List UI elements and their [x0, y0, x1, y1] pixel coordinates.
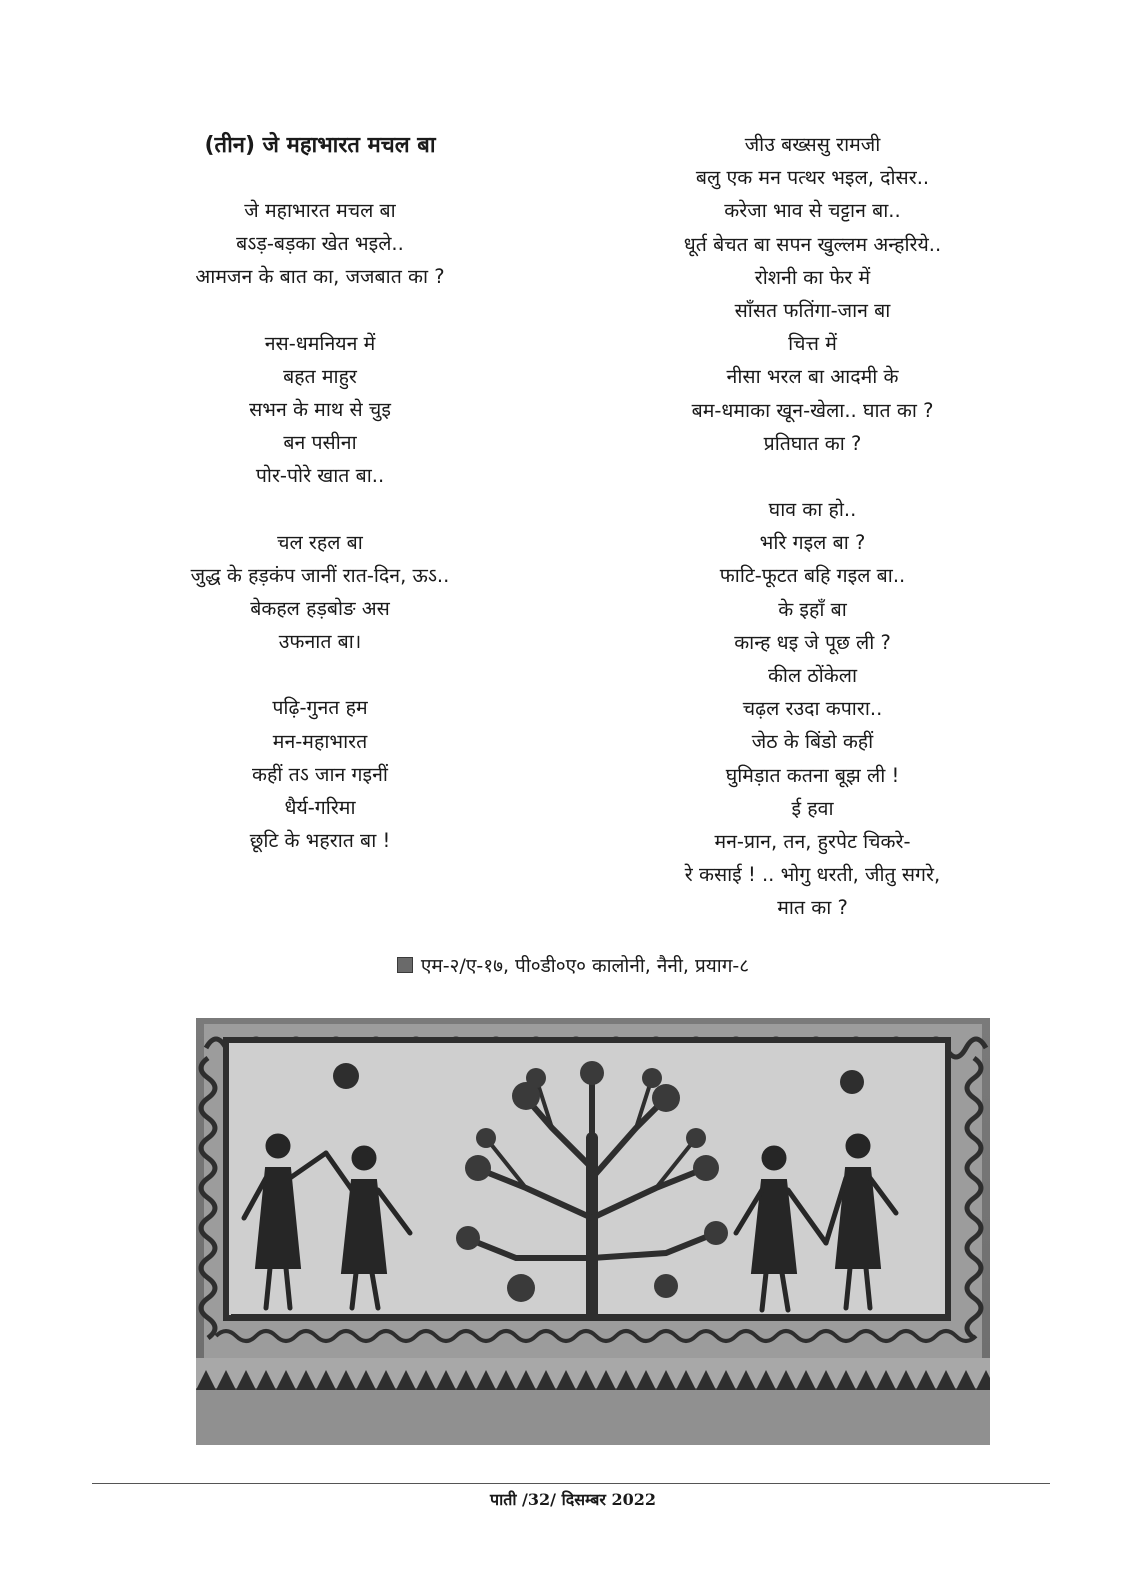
stanza	[640, 128, 985, 460]
poem-line: रोशनी का फेर में	[754, 265, 871, 289]
page-footer: पाती /32/ दिसम्बर 2022	[489, 1490, 657, 1509]
poem-line: छूटि के भहरात बा !	[249, 829, 391, 853]
poem-line: बन पसीना	[283, 431, 357, 455]
poem-line: धूर्त बेचत बा सपन खुल्लम अन्हरिये..	[683, 232, 942, 256]
poem-line: ई हवा	[791, 796, 834, 820]
footer-rule	[92, 1483, 1050, 1484]
poem-line: जेठ के बिंडो कहीं	[751, 730, 874, 754]
poem-line: कान्ह धइ जे पूछ ली ?	[734, 630, 891, 654]
left-stanzas	[150, 194, 490, 857]
stanza	[150, 194, 490, 294]
poem-line: बहत माहुर	[283, 364, 357, 388]
poem-line: जुद्ध के हड़कंप जानीं रात-दिन, ऊऽ..	[190, 563, 450, 587]
right-stanzas	[640, 128, 985, 925]
poem-line: साँसत फतिंगा-जान बा	[734, 299, 891, 323]
stanza-gap	[640, 460, 985, 493]
poem-line: धैर्य-गरिमा	[284, 796, 356, 820]
address-text: एम-२/ए-१७, पी०डी०ए० कालोनी, नैनी, प्रयाग-८	[420, 955, 750, 977]
stanza	[150, 327, 490, 493]
poem-line: कील ठोंकेला	[767, 664, 858, 688]
poem-line: बलु एक मन पत्थर भइल, दोसर..	[695, 166, 930, 190]
poem-line: के इहाँ बा	[778, 597, 847, 621]
stanza-gap	[150, 294, 490, 327]
poem-line: नीसा भरल बा आदमी के	[726, 365, 899, 389]
poem-line: जीउ बख्ससु रामजी	[744, 133, 881, 156]
poem-line: मन-महाभारत	[272, 729, 368, 753]
stanza-gap	[150, 493, 490, 526]
poem-line: करेजा भाव से चट्टान बा..	[724, 199, 901, 223]
poem-line: जे महाभारत मचल बा	[244, 199, 396, 222]
poem-line: चल रहल बा	[277, 530, 363, 554]
poem-line: बेकहल हड़बोङ अस	[250, 597, 390, 621]
poem-line: पढ़ि-गुनत हम	[272, 696, 368, 720]
poem-line: सभन के माथ से चुइ	[249, 398, 391, 422]
poem-line: उफनात बा।	[278, 630, 362, 654]
poem-title: (तीन) जे महाभारत मचल बा	[204, 133, 436, 158]
poem-line: भरि गइल बा ?	[759, 531, 866, 555]
stanza	[150, 526, 490, 659]
poem-line: फाटि-फूटत बहि गइल बा..	[719, 564, 906, 588]
poem-line: आमजन के बात का, जजबात का ?	[195, 265, 445, 289]
stanza-gap	[150, 658, 490, 691]
stanza	[150, 691, 490, 857]
poem-right-column	[640, 128, 985, 925]
poem-line: पोर-पोरे खात बा..	[255, 464, 385, 488]
author-address	[0, 952, 1146, 980]
poem-line: मन-प्रान, तन, हुरपेट चिकरे-	[714, 830, 911, 854]
poem-line: बम-धमाका खून-खेला.. घात का ?	[691, 398, 934, 422]
poem-line: प्रतिघात का ?	[763, 431, 862, 455]
poem-left-column	[150, 128, 490, 857]
poem-line: बऽड़-बड़का खेत भइले..	[236, 232, 404, 256]
poem-line: रे कसाई ! .. भोगु धरती, जीतु सगरे,	[684, 863, 941, 887]
poem-line: मात का ?	[777, 896, 848, 920]
poem-line: चढ़ल रउदा कपारा..	[742, 697, 883, 721]
poem-line: नस-धमनियन में	[264, 331, 376, 355]
folk-art-illustration	[196, 1018, 990, 1445]
poem-line: घुमिड़ात कतना बूझ ली !	[725, 763, 900, 787]
stanza	[640, 493, 985, 925]
bird-icon-right	[840, 1070, 864, 1094]
poem-line: चित्त में	[788, 332, 837, 356]
poem-line: कहीं तऽ जान गइनीं	[252, 762, 388, 786]
poem-line: घाव का हो..	[768, 498, 857, 522]
bird-icon-left	[333, 1063, 359, 1089]
square-bullet-icon	[397, 957, 413, 973]
